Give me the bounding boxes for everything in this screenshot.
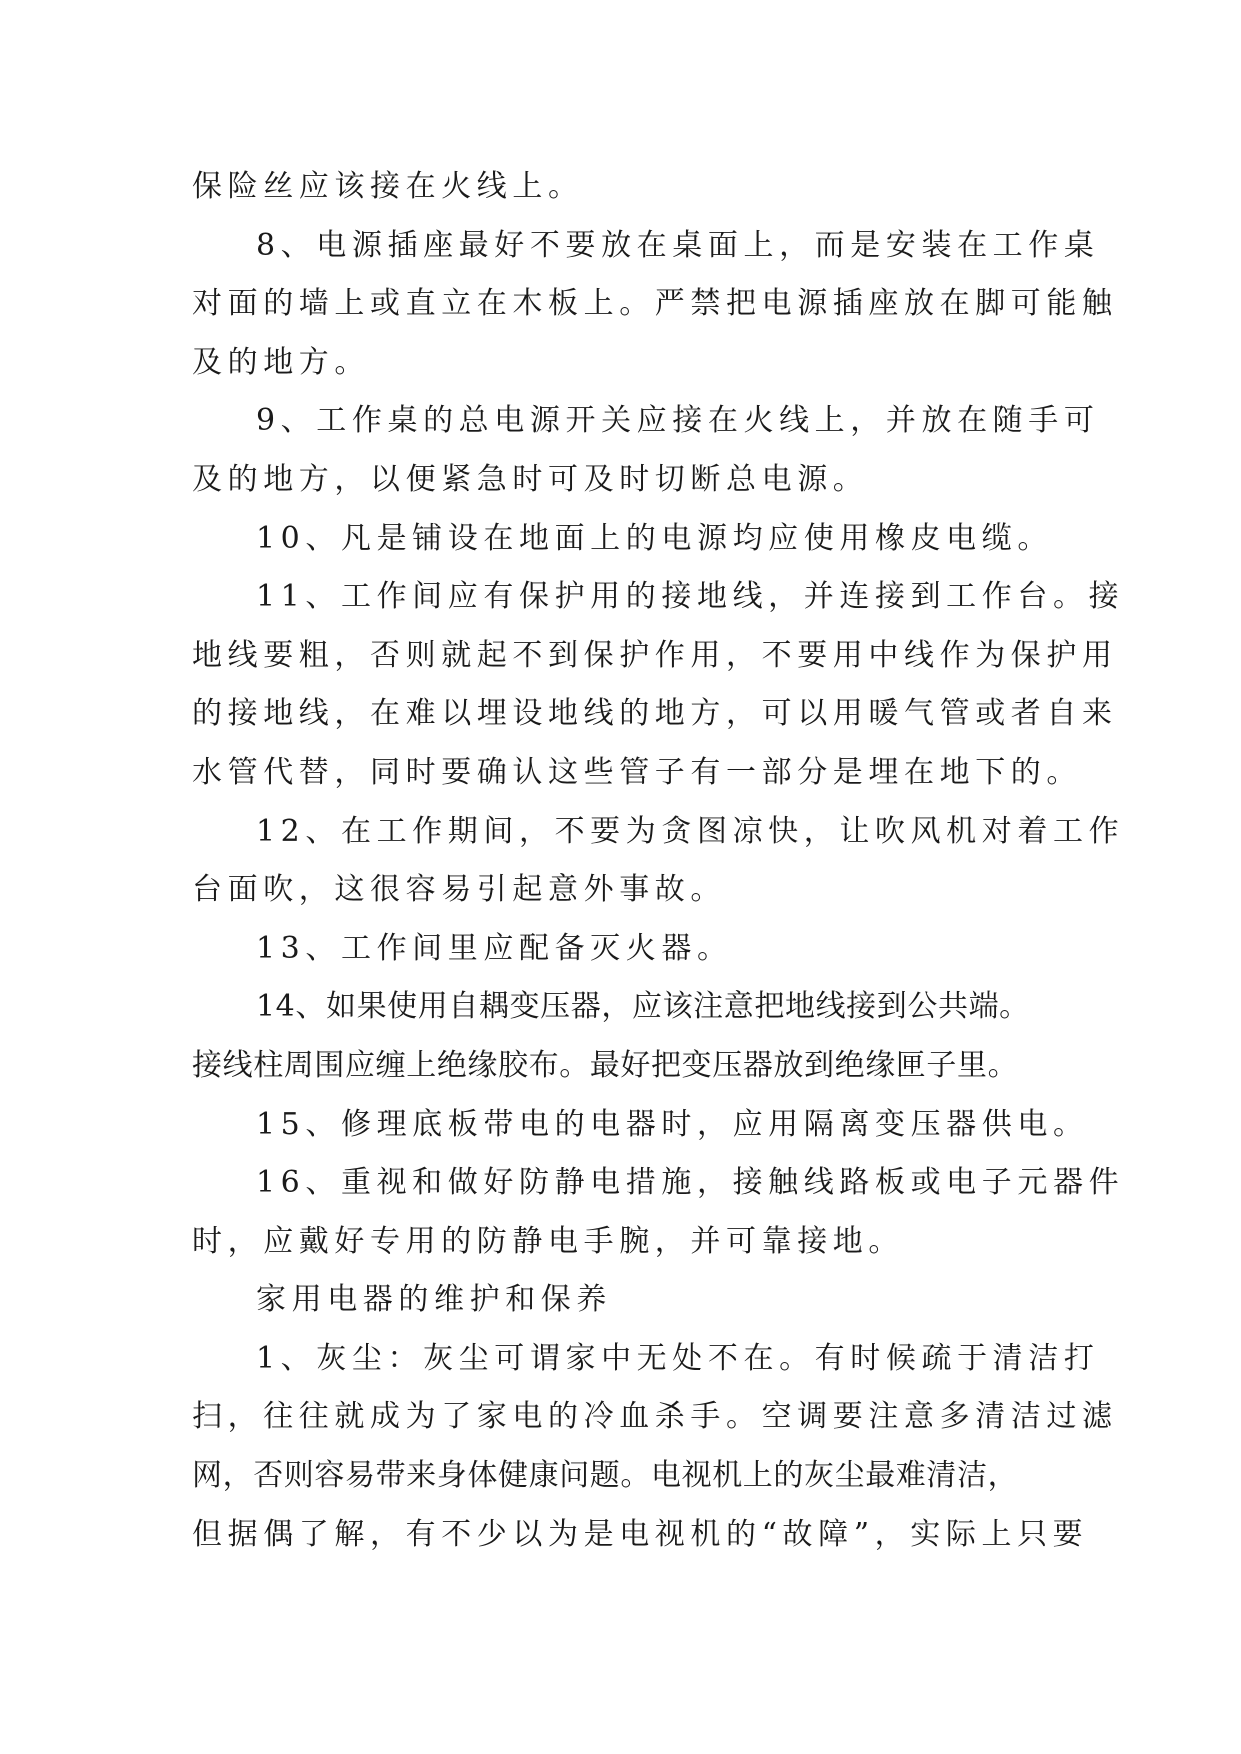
document-body (192, 158, 1125, 1564)
text-line: 及的地方。 (192, 344, 370, 380)
text-line: 台面吹，这很容易引起意外事故。 (192, 872, 726, 908)
section-heading: 家用电器的维护和保养 (256, 1282, 612, 1318)
text-line: 地线要粗，否则就起不到保护作用，不要用中线作为保护用 (192, 637, 1118, 673)
text-line: 水管代替，同时要确认这些管子有一部分是埋在地下的。 (192, 754, 1082, 790)
text-line: 16、重视和做好防静电措施，接触线路板或电子元器件 (256, 1165, 1125, 1201)
text-line: 及的地方，以便紧急时可及时切断总电源。 (192, 461, 869, 497)
text-line: 1、灰尘：灰尘可谓家中无处不在。有时候疏于清洁打 (256, 1340, 1100, 1376)
text-line: 网，否则容易带来身体健康问题。电视机上的灰尘最难清洁， (192, 1458, 1019, 1494)
text-line: 14、如果使用自耦变压器，应该注意把地线接到公共端。 (256, 989, 1030, 1025)
text-line: 扫，往往就成为了家电的冷血杀手。空调要注意多清洁过滤 (192, 1399, 1118, 1435)
text-line: 10、凡是铺设在地面上的电源均应使用橡皮电缆。 (256, 520, 1053, 556)
text-line: 13、工作间里应配备灭火器。 (256, 930, 733, 966)
text-line: 9、工作桌的总电源开关应接在火线上，并放在随手可 (256, 403, 1100, 439)
text-line: 时，应戴好专用的防静电手腕，并可靠接地。 (192, 1223, 904, 1259)
text-line: 对面的墙上或直立在木板上。严禁把电源插座放在脚可能触 (192, 286, 1118, 322)
text-line: 的接地线，在难以埋设地线的地方，可以用暖气管或者自来 (192, 696, 1118, 732)
text-line: 接线柱周围应缠上绝缘胶布。最好把变压器放到绝缘匣子里。 (192, 1047, 1019, 1083)
text-line: 15、修理底板带电的电器时，应用隔离变压器供电。 (256, 1106, 1089, 1142)
text-line: 保险丝应该接在火线上。 (192, 169, 584, 204)
text-line: 但据偶了解，有不少以为是电视机的“故障”，实际上只要 (192, 1516, 1089, 1552)
text-line: 12、在工作期间，不要为贪图凉快，让吹风机对着工作 (256, 813, 1125, 849)
text-line: 11、工作间应有保护用的接地线，并连接到工作台。接 (256, 579, 1125, 615)
text-line: 8、电源插座最好不要放在桌面上，而是安装在工作桌 (256, 227, 1100, 263)
